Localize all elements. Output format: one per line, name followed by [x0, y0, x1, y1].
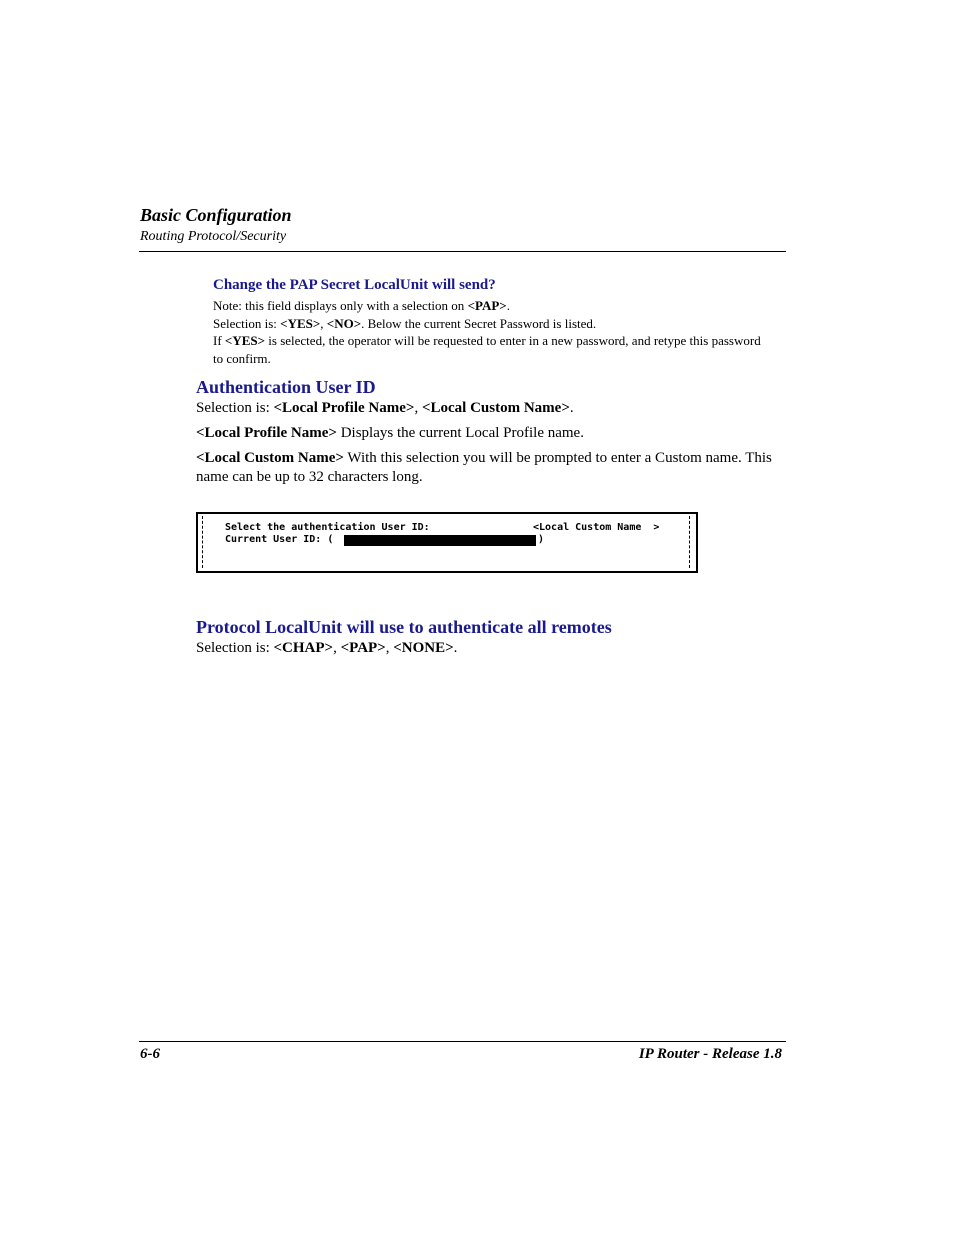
auth-profile-term: <Local Profile Name> — [196, 425, 337, 441]
terminal-screen — [196, 512, 698, 573]
pap-if-bold: <YES> — [224, 333, 266, 348]
protocol-option-pap: <PAP> — [340, 640, 386, 656]
auth-selection-prefix: Selection is: — [196, 400, 274, 416]
auth-custom-term: <Local Custom Name> — [196, 450, 344, 466]
pap-selection-sep: , — [320, 315, 327, 331]
terminal-line2-label: Current User ID: ( — [225, 534, 334, 545]
pap-heading: Change the PAP Secret LocalUnit will send? — [213, 277, 496, 293]
pap-body — [213, 297, 773, 367]
pap-note-suffix: . — [506, 298, 510, 313]
page-number: 6-6 — [140, 1046, 160, 1062]
pap-selection-suffix: . Below the current Secret Password is listed. — [361, 315, 597, 331]
protocol-option-none: <NONE> — [393, 640, 454, 656]
terminal-right-border — [689, 516, 691, 568]
terminal-line1-value[interactable]: <Local Custom Name > — [533, 522, 660, 533]
auth-custom-desc — [196, 449, 786, 487]
auth-selection — [196, 399, 786, 418]
protocol-selection-suffix: . — [453, 640, 458, 656]
user-id-input[interactable] — [344, 535, 536, 546]
running-header-subtitle: Routing Protocol/Security — [140, 229, 287, 244]
auth-heading: Authentication User ID — [196, 377, 376, 397]
pap-option-no: <NO> — [326, 315, 362, 331]
protocol-selection-prefix: Selection is: — [196, 640, 274, 656]
footer-rule — [139, 1041, 786, 1042]
auth-option-profile: <Local Profile Name> — [273, 400, 415, 416]
auth-selection-sep: , — [414, 400, 422, 416]
pap-option-yes: <YES> — [280, 315, 321, 331]
pap-if-prefix: If — [213, 333, 225, 348]
pap-if-text: is selected, the operator will be requested to enter in a new password, and retype this password to confirm. — [213, 333, 761, 366]
footer-doc-title: IP Router - Release 1.8 — [638, 1046, 782, 1062]
auth-option-custom: <Local Custom Name> — [421, 400, 570, 416]
pap-selection — [213, 315, 773, 333]
auth-custom-text: With this selection you will be prompted to enter a Custom name. This name can be up to 32 characters long. — [196, 450, 772, 485]
running-header-title: Basic Configuration — [140, 205, 292, 225]
protocol-option-chap: <CHAP> — [273, 640, 334, 656]
terminal-left-border — [202, 516, 204, 568]
pap-note — [213, 297, 773, 315]
protocol-selection — [196, 639, 786, 658]
terminal-line1-label: Select the authentication User ID: — [225, 522, 430, 533]
terminal-line2-close: ) — [538, 534, 545, 545]
pap-note-bold: <PAP> — [467, 298, 507, 313]
pap-note-text: Note: this field displays only with a selection on — [213, 298, 468, 313]
auth-profile-desc — [196, 424, 786, 443]
protocol-sep-2: , — [385, 640, 394, 656]
pap-if — [213, 332, 773, 367]
protocol-heading: Protocol LocalUnit will use to authenticate all remotes — [196, 617, 612, 637]
auth-selection-suffix: . — [569, 400, 574, 416]
auth-profile-text: Displays the current Local Profile name. — [336, 425, 584, 441]
header-rule — [139, 251, 786, 252]
pap-selection-prefix: Selection is: — [213, 315, 281, 331]
protocol-sep-1: , — [333, 640, 341, 656]
